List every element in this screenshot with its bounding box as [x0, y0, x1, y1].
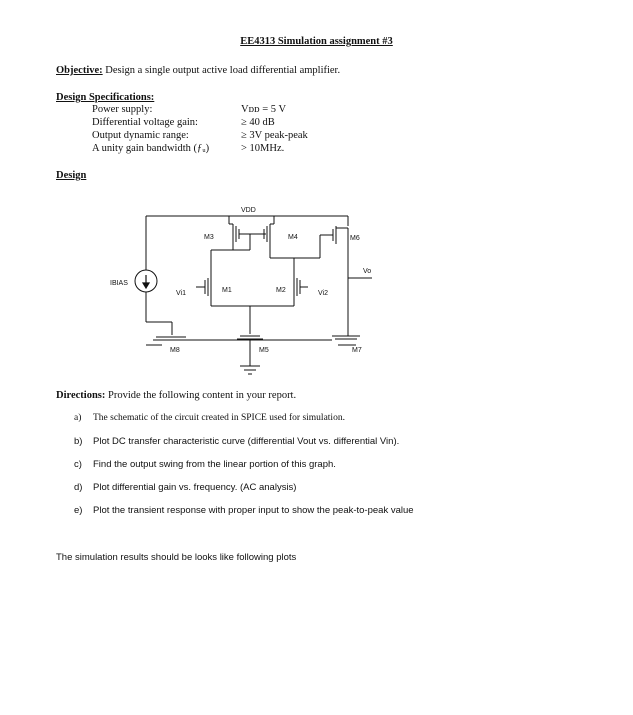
- vi1-label: Vi1: [176, 290, 186, 297]
- objective-label: Objective:: [56, 65, 103, 76]
- direction-marker: b): [74, 436, 83, 447]
- m8-label: M8: [170, 347, 180, 354]
- specs-heading: Design Specifications:: [56, 92, 155, 103]
- direction-item: Plot the transient response with proper input to show the peak-to-peak value: [93, 505, 414, 516]
- m4-label: M4: [288, 234, 298, 241]
- directions-label: Directions:: [56, 390, 106, 401]
- direction-marker: c): [74, 459, 82, 470]
- direction-item: Plot differential gain vs. frequency. (AC analysis): [93, 482, 297, 493]
- design-heading: Design: [56, 170, 87, 181]
- spec-name: Power supply:: [92, 104, 153, 115]
- spec-name: A unity gain bandwidth (ƒᵤ): [92, 143, 210, 154]
- direction-item: Plot DC transfer characteristic curve (differential Vout vs. differential Vin).: [93, 436, 400, 447]
- spec-value: Vᴅᴅ = 5 V: [241, 104, 287, 115]
- m3-label: M3: [204, 234, 214, 241]
- vdd-label: VDD: [241, 207, 256, 214]
- m5-label: M5: [259, 347, 269, 354]
- footer-note: The simulation results should be looks like following plots: [56, 552, 297, 563]
- spec-name: Differential voltage gain:: [92, 117, 198, 128]
- m1-label: M1: [222, 287, 232, 294]
- spec-name: Output dynamic range:: [92, 130, 189, 141]
- direction-marker: e): [74, 505, 83, 516]
- directions-text: Provide the following content in your report.: [105, 390, 297, 401]
- direction-marker: d): [74, 482, 83, 493]
- directions: [56, 390, 296, 401]
- objective-text: Design a single output active load differential amplifier.: [102, 65, 341, 76]
- vo-label: Vo: [363, 268, 372, 275]
- m6-label: M6: [350, 235, 360, 242]
- spec-value: ≥ 3V peak-peak: [241, 130, 308, 141]
- direction-marker: a): [74, 413, 82, 423]
- m7-label: M7: [352, 347, 362, 354]
- m2-label: M2: [276, 287, 286, 294]
- direction-item: The schematic of the circuit created in SPICE used for simulation.: [93, 413, 345, 423]
- ibias-label: IBIAS: [110, 280, 128, 287]
- spec-value: > 10MHz.: [241, 143, 285, 154]
- vi2-label: Vi2: [318, 290, 328, 297]
- spec-value: ≥ 40 dB: [241, 117, 275, 128]
- direction-item: Find the output swing from the linear portion of this graph.: [93, 459, 336, 470]
- document-title: EE4313 Simulation assignment #3: [240, 36, 393, 47]
